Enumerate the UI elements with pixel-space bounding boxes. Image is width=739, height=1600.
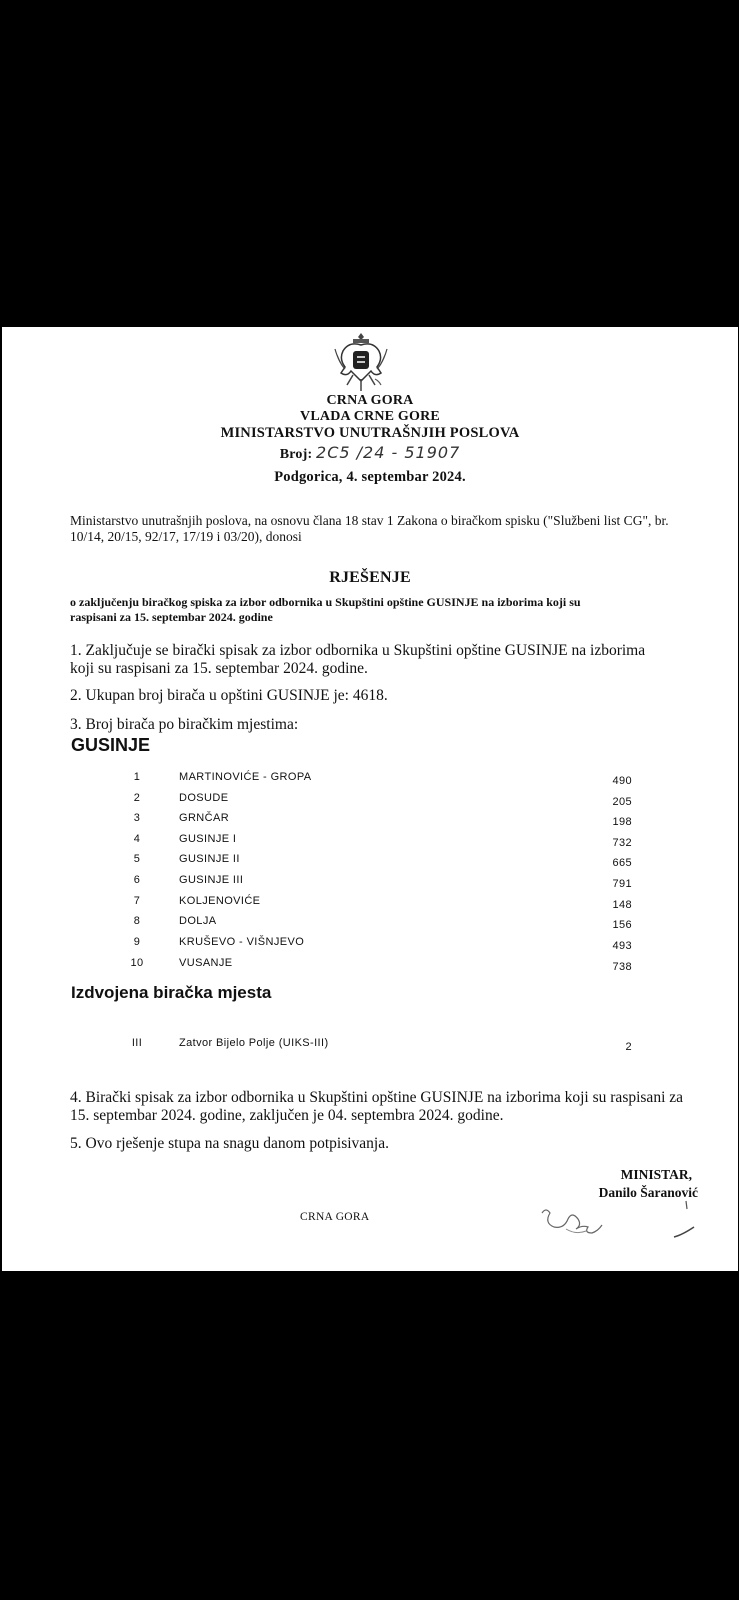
station-voters: 156 [612, 919, 632, 931]
station-name: Zatvor Bijelo Polje (UIKS-III) [179, 1037, 329, 1049]
document-page [2, 327, 738, 1271]
station-number: 8 [133, 915, 141, 927]
separate-stations-heading: Izdvojena biračka mjesta [71, 983, 272, 1002]
ministry-heading: MINISTARSTVO UNUTRAŠNJIH POSLOVA [220, 425, 520, 441]
station-number: 7 [133, 895, 141, 907]
table-row [2, 792, 738, 810]
station-number: III [131, 1037, 143, 1049]
broj-label: Broj: [279, 447, 313, 462]
station-voters: 665 [612, 857, 632, 869]
station-number: 6 [133, 874, 141, 886]
station-name: GUSINJE III [179, 874, 244, 886]
footer-text: CRNA GORA [300, 1211, 370, 1223]
station-name: GUSINJE I [179, 833, 237, 845]
station-voters: 738 [612, 961, 632, 973]
coat-of-arms-emblem [331, 329, 391, 395]
table-row [2, 833, 738, 851]
decision-title: RJEŠENJE [329, 569, 411, 586]
station-number: 5 [133, 853, 141, 865]
station-number: 1 [133, 771, 141, 783]
station-voters: 732 [612, 837, 632, 849]
station-number: 9 [133, 936, 141, 948]
station-number: 2 [133, 792, 141, 804]
station-name: VUSANJE [179, 957, 233, 969]
station-name: DOSUDE [179, 792, 229, 804]
station-name: KOLJENOVIĆE [179, 895, 261, 907]
decision-subtitle: o zaključenju biračkog spiska za izbor odbornika u Skupštini opštine GUSINJE na izborima koji su raspisani za 15. septembar 2024. godine [70, 595, 581, 624]
table-row [2, 895, 738, 913]
station-number: 10 [130, 957, 144, 969]
point-2: 2. Ukupan broj birača u opštini GUSINJE je: 4618. [70, 687, 388, 704]
municipality-heading: GUSINJE [71, 735, 151, 755]
broj-value: 2C5 /24 - 51907 [316, 443, 461, 462]
handwritten-signature [536, 1195, 716, 1245]
signature-title: MINISTAR, [620, 1167, 692, 1182]
station-voters: 198 [612, 816, 632, 828]
table-row [2, 936, 738, 954]
table-row [2, 812, 738, 830]
table-row [2, 874, 738, 892]
station-voters: 490 [612, 775, 632, 787]
point-4: 4. Birački spisak za izbor odbornika u Skupštini opštine GUSINJE na izborima koji su raspisani za 15. septembar 2024. godine, zaključen je 04. septembra 2024. godine. [70, 1089, 684, 1124]
table-row [2, 771, 738, 789]
station-voters: 205 [612, 796, 632, 808]
station-name: DOLJA [179, 915, 217, 927]
intro-paragraph: Ministarstvo unutrašnjih poslova, na osnovu člana 18 stav 1 Zakona o biračkom spisku ("Službeni list CG", br. 10/14, 20/15, 92/17, 17/19 i 03/20), donosi [70, 513, 669, 544]
government-heading: VLADA CRNE GORE [300, 409, 440, 424]
station-name: GRNČAR [179, 812, 230, 824]
station-name: GUSINJE II [179, 853, 240, 865]
station-name: MARTINOVIĆE - GROPA [179, 771, 312, 783]
country-heading: CRNA GORA [326, 393, 414, 408]
document-number [2, 443, 738, 463]
station-voters: 148 [612, 899, 632, 911]
station-voters: 493 [612, 940, 632, 952]
table-row [2, 915, 738, 933]
point-3: 3. Broj birača po biračkim mjestima: [70, 716, 299, 733]
station-name: KRUŠEVO - VIŠNJEVO [179, 936, 305, 948]
station-voters: 791 [612, 878, 632, 890]
table-row [2, 853, 738, 871]
table-row [2, 957, 738, 975]
station-voters: 2 [625, 1041, 632, 1053]
place-date: Podgorica, 4. septembar 2024. [274, 469, 466, 485]
signature-name: Danilo Šaranović [598, 1185, 698, 1200]
station-number: 3 [133, 812, 141, 824]
point-1: 1. Zaključuje se birački spisak za izbor odbornika u Skupštini opštine GUSINJE na izborima koji su raspisani za 15. septembar 2024. godine. [70, 642, 646, 677]
table-row [2, 1037, 738, 1055]
station-number: 4 [133, 833, 141, 845]
point-5: 5. Ovo rješenje stupa na snagu danom potpisivanja. [70, 1135, 389, 1152]
